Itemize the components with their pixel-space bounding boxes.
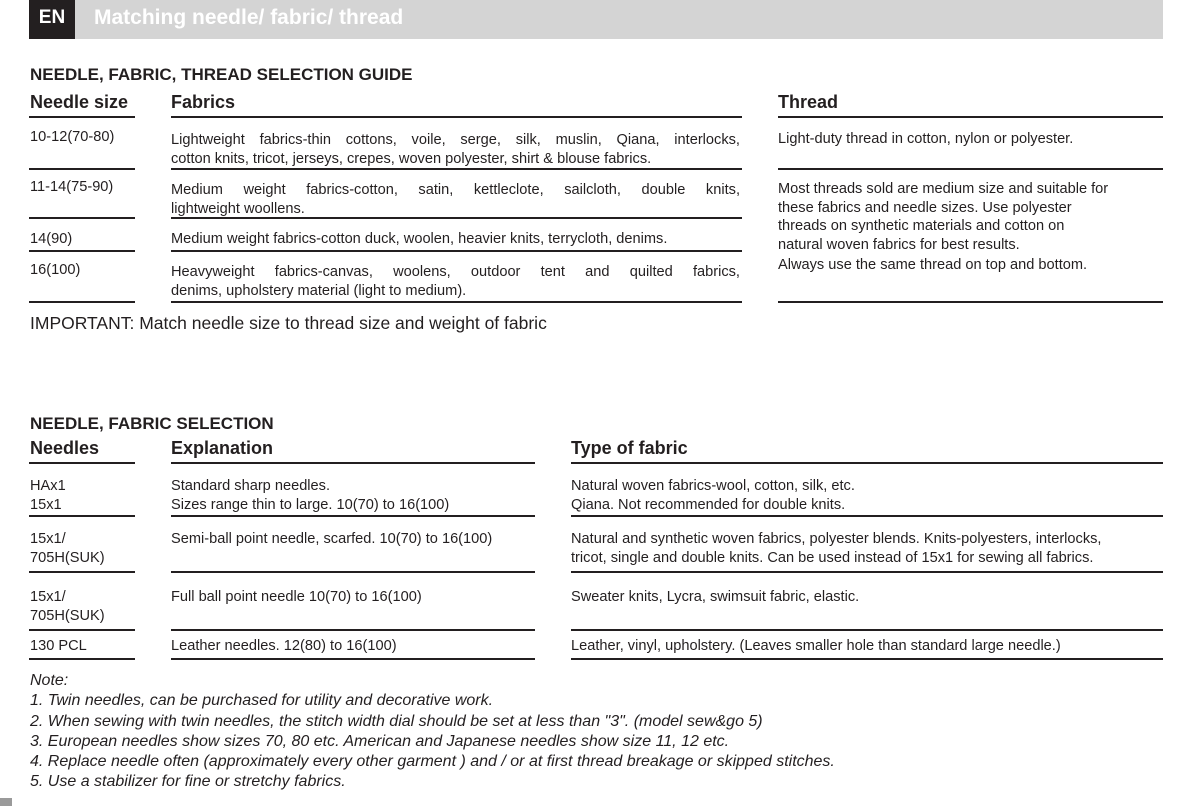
- rule: [29, 658, 135, 660]
- needle-line: 705H(SUK): [30, 549, 105, 566]
- thread-line: natural woven fabrics for best results.: [778, 236, 1020, 253]
- needle-cell: [30, 588, 134, 625]
- rule: [778, 168, 1163, 170]
- rule: [171, 168, 742, 170]
- rule: [171, 301, 742, 303]
- fabric-type-cell: Leather, vinyl, upholstery. (Leaves smaller hole than standard large needle.): [571, 638, 1061, 654]
- fabric-line: denims, upholstery material (light to medium).: [171, 282, 467, 299]
- rule: [171, 462, 535, 464]
- fabric-cell: [171, 131, 740, 168]
- rule: [571, 462, 1163, 464]
- needle-line: 705H(SUK): [30, 607, 105, 624]
- rule: [571, 658, 1163, 660]
- fabric-line: lightweight woollens.: [171, 200, 305, 217]
- thread-line: Always use the same thread on top and bottom.: [778, 257, 1088, 273]
- rule: [171, 116, 742, 118]
- rule: [571, 571, 1163, 573]
- needle-cell: [30, 477, 134, 514]
- rule: [171, 217, 742, 219]
- rule: [171, 629, 535, 631]
- needle-cell: [30, 530, 134, 567]
- col-head-thread: Thread: [778, 92, 839, 112]
- notes-block: [30, 671, 835, 793]
- rule: [571, 629, 1163, 631]
- note-item: 2. When sewing with twin needles, the stitch width dial should be set at less than "3". (model sew&go 5): [30, 712, 763, 730]
- rule: [29, 250, 135, 252]
- fabric-cell: [171, 263, 740, 300]
- thread-cell: [778, 180, 1163, 275]
- language-badge: EN: [29, 0, 75, 39]
- col-head-type-of-fabric: Type of fabric: [571, 438, 688, 458]
- rule: [29, 571, 135, 573]
- rule: [29, 462, 135, 464]
- rule: [29, 629, 135, 631]
- rule: [29, 301, 135, 303]
- explanation-cell: Semi-ball point needle, scarfed. 10(70) to 16(100): [171, 531, 493, 547]
- rule: [29, 515, 135, 517]
- rule: [171, 658, 535, 660]
- needle-line: HAx1: [30, 478, 66, 494]
- note-item: 1. Twin needles, can be purchased for utility and decorative work.: [30, 692, 494, 710]
- needle-line: 15x1/: [30, 589, 66, 605]
- fabric-cell: Medium weight fabrics-cotton duck, woolen, heavier knits, terrycloth, denims.: [171, 231, 668, 247]
- important-note: IMPORTANT: Match needle size to thread size and weight of fabric: [30, 313, 547, 333]
- thread-line: Most threads sold are medium size and suitable for: [778, 181, 1109, 197]
- needle-size-cell: 16(100): [30, 262, 81, 278]
- explanation-line: Sizes range thin to large. 10(70) to 16(100): [171, 496, 450, 513]
- needle-line: 15x1/: [30, 531, 66, 547]
- explanation-cell: Leather needles. 12(80) to 16(100): [171, 638, 397, 654]
- thread-line: threads on synthetic materials and cotton on: [778, 218, 1065, 234]
- rule: [171, 571, 535, 573]
- fabric-type-cell: [571, 477, 1163, 514]
- thread-line: these fabrics and needle sizes. Use polyester: [778, 199, 1072, 216]
- rule: [778, 301, 1163, 303]
- needle-size-cell: 11-14(75-90): [30, 179, 114, 195]
- page-corner-mark: [0, 798, 12, 806]
- explanation-cell: [171, 477, 535, 514]
- rule: [171, 250, 742, 252]
- fabric-line: cotton knits, tricot, jerseys, crepes, woven polyester, shirt & blouse fabrics.: [171, 150, 652, 167]
- notes-title: Note:: [30, 672, 69, 689]
- fabric-line: Lightweight fabrics-thin cottons, voile, serge, silk, muslin, Qiana, interlocks,: [171, 132, 740, 148]
- explanation-line: Standard sharp needles.: [171, 478, 331, 494]
- fabric-type-line: Natural woven fabrics-wool, cotton, silk, etc.: [571, 478, 855, 494]
- fabric-type-cell: Sweater knits, Lycra, swimsuit fabric, elastic.: [571, 589, 860, 605]
- rule: [29, 217, 135, 219]
- fabric-line: Heavyweight fabrics-canvas, woolens, outdoor tent and quilted fabrics,: [171, 264, 740, 280]
- thread-cell: Light-duty thread in cotton, nylon or polyester.: [778, 131, 1074, 147]
- fabric-type-line: tricot, single and double knits. Can be used instead of 15x1 for sewing all fabrics.: [571, 549, 1094, 566]
- needle-line: 15x1: [30, 496, 62, 513]
- col-head-needle-size: Needle size: [30, 92, 129, 112]
- selection-title: NEEDLE, FABRIC SELECTION: [30, 414, 274, 433]
- col-head-fabrics: Fabrics: [171, 92, 236, 112]
- fabric-cell: [171, 181, 740, 218]
- fabric-type-line: Natural and synthetic woven fabrics, polyester blends. Knits-polyesters, interlocks,: [571, 531, 1102, 547]
- rule: [778, 116, 1163, 118]
- needle-size-cell: 14(90): [30, 231, 73, 247]
- fabric-line: Medium weight fabrics-cotton, satin, kettleclote, sailcloth, double knits,: [171, 182, 740, 198]
- needle-size-cell: 10-12(70-80): [30, 129, 115, 145]
- rule: [29, 168, 135, 170]
- col-head-needles: Needles: [30, 438, 100, 458]
- fabric-type-cell: [571, 530, 1163, 567]
- explanation-cell: Full ball point needle 10(70) to 16(100): [171, 589, 422, 605]
- rule: [29, 116, 135, 118]
- guide-title: NEEDLE, FABRIC, THREAD SELECTION GUIDE: [30, 65, 413, 84]
- col-head-explanation: Explanation: [171, 438, 274, 458]
- fabric-type-line: Qiana. Not recommended for double knits.: [571, 496, 846, 513]
- rule: [571, 515, 1163, 517]
- note-item: 4. Replace needle often (approximately every other garment ) and / or at first thread breakage or skipped stitches.: [30, 753, 835, 771]
- page-title: Matching needle/ fabric/ thread: [94, 6, 404, 29]
- note-item: 3. European needles show sizes 70, 80 etc. American and Japanese needles show size 11, 12 etc.: [30, 732, 730, 750]
- note-item: 5. Use a stabilizer for fine or stretchy fabrics.: [30, 773, 346, 791]
- needle-cell: 130 PCL: [30, 638, 87, 654]
- rule: [171, 515, 535, 517]
